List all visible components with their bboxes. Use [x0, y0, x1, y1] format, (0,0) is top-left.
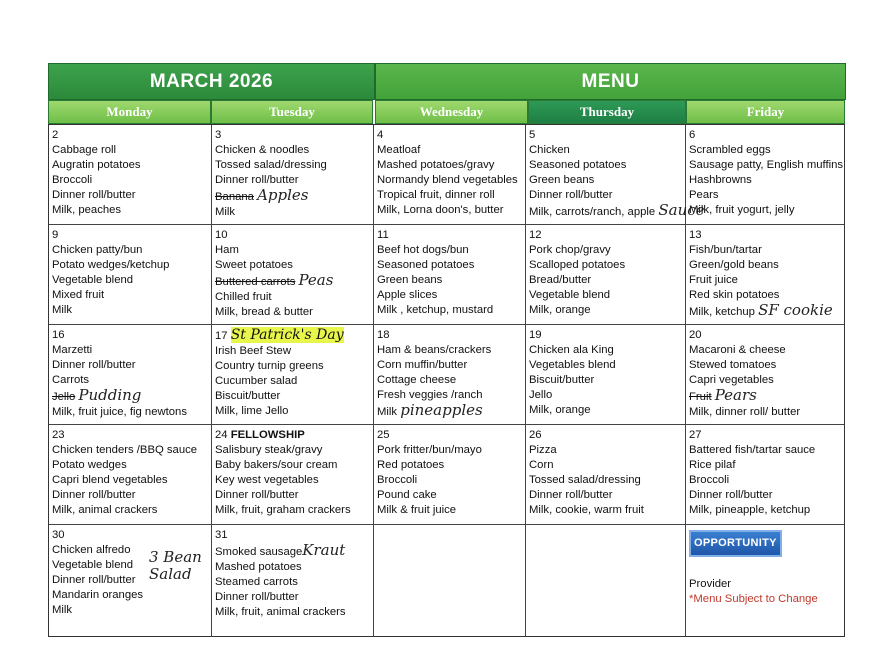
- menu-item: Pork fritter/bun/mayo: [377, 444, 482, 456]
- date-line: [377, 228, 521, 243]
- menu-item: Steamed carrots: [215, 576, 298, 588]
- date-number: 9: [52, 229, 59, 241]
- menu-item: Vegetables blend: [529, 359, 616, 371]
- date-line: [52, 228, 207, 243]
- date-line: [689, 428, 840, 443]
- menu-item: Dinner roll/butter: [52, 489, 136, 501]
- date-number: 12: [529, 229, 542, 241]
- menu-item: Milk: [52, 304, 73, 316]
- date-line: [52, 528, 207, 543]
- menu-item: Fruit juice: [689, 274, 738, 286]
- menu-item: Milk, fruit juice, fig newtons: [52, 406, 187, 418]
- menu-item: Marzetti: [52, 344, 93, 356]
- date-line: [689, 228, 840, 243]
- menu-item: Salisbury steak/gravy: [215, 444, 323, 456]
- menu-item: Capri blend vegetables: [52, 474, 168, 486]
- menu-item: Scrambled eggs: [689, 144, 771, 156]
- menu-item: Meatloaf: [377, 144, 421, 156]
- struck-item: Buttered carrots: [215, 276, 296, 288]
- day-cell: [212, 525, 374, 637]
- menu-item: Milk, peaches: [52, 204, 122, 216]
- menu-item: Apple slices: [377, 289, 438, 301]
- menu-item-text: Milk, ketchup: [689, 306, 755, 318]
- date-line: [377, 428, 521, 443]
- date-number: 11: [377, 229, 389, 241]
- date-number: 10: [215, 229, 228, 241]
- menu-item: Vegetable blend: [52, 559, 134, 571]
- menu-item: Augratin potatoes: [52, 159, 141, 171]
- date-number: 20: [689, 329, 702, 341]
- day-cell: [49, 525, 212, 637]
- day-header-wednesday: Wednesday: [375, 100, 528, 124]
- menu-item: Vegetable blend: [52, 274, 134, 286]
- menu-item-text: Milk: [377, 406, 398, 418]
- menu-item: Milk, orange: [529, 304, 591, 316]
- menu-item-text: Milk, carrots/ranch, apple: [529, 206, 656, 218]
- date-line: [52, 428, 207, 443]
- date-number: 5: [529, 129, 536, 141]
- menu-item: Green/gold beans: [689, 259, 779, 271]
- menu-item: Sweet potatoes: [215, 259, 293, 271]
- menu-item: Mixed fruit: [52, 289, 105, 301]
- menu-item: Potato wedges/ketchup: [52, 259, 170, 271]
- date-line: [689, 128, 840, 143]
- menu-item: [689, 303, 840, 320]
- menu-item: Pork chop/gravy: [529, 244, 611, 256]
- menu-item: Tossed salad/dressing: [215, 159, 327, 171]
- menu-item: Milk, bread & butter: [215, 306, 313, 318]
- menu-item: Broccoli: [377, 474, 418, 486]
- menu-item: Hashbrowns: [689, 174, 752, 186]
- day-header-monday: Monday: [48, 100, 211, 124]
- menu-item: Tossed salad/dressing: [529, 474, 641, 486]
- day-cell: [49, 425, 212, 525]
- menu-item: Dinner roll/butter: [215, 174, 299, 186]
- date-number: 18: [377, 329, 390, 341]
- menu-item: Pizza: [529, 444, 557, 456]
- menu-item: Red skin potatoes: [689, 289, 780, 301]
- day-cell: [686, 225, 844, 325]
- menu-item: Country turnip greens: [215, 360, 324, 372]
- date-number: 30: [52, 529, 65, 541]
- menu-item: Bread/butter: [529, 274, 592, 286]
- date-number: 19: [529, 329, 542, 341]
- day-cell: [49, 325, 212, 425]
- menu-item: Green beans: [377, 274, 443, 286]
- day-cell: [374, 225, 526, 325]
- menu-item: Corn: [529, 459, 554, 471]
- menu-item: Key west vegetables: [215, 474, 319, 486]
- date-line: [529, 128, 681, 143]
- menu-item: Dinner roll/butter: [689, 489, 773, 501]
- menu-item: Cucumber salad: [215, 375, 298, 387]
- day-cell: [49, 125, 212, 225]
- day-cell: [49, 225, 212, 325]
- day-cell: [686, 125, 844, 225]
- date-number: 24: [215, 429, 228, 441]
- menu-item: Dinner roll/butter: [52, 574, 136, 586]
- date-line: [215, 428, 369, 443]
- menu-item: Fish/bun/tartar: [689, 244, 762, 256]
- event-title: FELLOWSHIP: [230, 429, 305, 441]
- day-header-thursday: Thursday: [528, 100, 686, 124]
- provider-label: Provider: [689, 578, 732, 590]
- handwritten-note: Pears: [714, 386, 757, 404]
- menu-item: Stewed tomatoes: [689, 359, 777, 371]
- day-cell: [374, 125, 526, 225]
- menu-item: Milk, Lorna doon's, butter: [377, 204, 504, 216]
- menu-item: Mashed potatoes/gravy: [377, 159, 495, 171]
- menu-item: Sausage patty, English muffins: [689, 159, 844, 171]
- day-cell: [212, 125, 374, 225]
- date-number: 27: [689, 429, 702, 441]
- date-line: [529, 328, 681, 343]
- menu-item: Rice pilaf: [689, 459, 736, 471]
- menu-item: Red potatoes: [377, 459, 445, 471]
- menu-item: Carrots: [52, 374, 90, 386]
- date-line: [215, 328, 369, 344]
- menu-item: Potato wedges: [52, 459, 127, 471]
- menu-item: Dinner roll/butter: [529, 189, 613, 201]
- date-number: 6: [689, 129, 696, 141]
- menu-item: Chicken tenders /BBQ sauce: [52, 444, 198, 456]
- provider-logo: OPPORTUNITY: [689, 530, 782, 557]
- handwritten-note: Sauce: [658, 201, 705, 219]
- menu-item: Milk , ketchup, mustard: [377, 304, 494, 316]
- handwritten-note: Apples: [257, 186, 309, 204]
- day-cell: [212, 425, 374, 525]
- menu-item: Irish Beef Stew: [215, 345, 291, 357]
- date-line: [215, 228, 369, 243]
- menu-item: Biscuit/butter: [529, 374, 595, 386]
- handwritten-note: Kraut: [302, 541, 346, 559]
- date-number: 4: [377, 129, 384, 141]
- menu-item: Broccoli: [689, 474, 730, 486]
- substitution-line: [215, 273, 369, 290]
- menu-item: Macaroni & cheese: [689, 344, 786, 356]
- day-cell: [526, 225, 686, 325]
- day-cell: [212, 325, 374, 425]
- day-cell: [686, 325, 844, 425]
- menu-item: Seasoned potatoes: [529, 159, 627, 171]
- date-line: [529, 228, 681, 243]
- substitution-line: [52, 388, 207, 405]
- menu-item: Cabbage roll: [52, 144, 117, 156]
- day-cell: [526, 325, 686, 425]
- menu-item: Milk, dinner roll/ butter: [689, 406, 801, 418]
- date-number: 16: [52, 329, 65, 341]
- date-number: 3: [215, 129, 222, 141]
- day-cell: [374, 525, 526, 637]
- menu-item: Milk: [52, 604, 73, 616]
- struck-item: Fruit: [689, 391, 712, 403]
- menu-item: Milk, lime Jello: [215, 405, 289, 417]
- menu-item: Pound cake: [377, 489, 437, 501]
- menu-item: Mashed potatoes: [215, 561, 302, 573]
- menu-item: Tropical fruit, dinner roll: [377, 189, 495, 201]
- menu-item: Milk, fruit yogurt, jelly: [689, 204, 795, 216]
- handwritten-note: Peas: [298, 271, 334, 289]
- menu-item: Dinner roll/butter: [215, 489, 299, 501]
- menu-item: Milk, orange: [529, 404, 591, 416]
- menu-item: Vegetable blend: [529, 289, 611, 301]
- menu-item: Chicken: [529, 144, 570, 156]
- menu-item: Chicken patty/bun: [52, 244, 143, 256]
- menu-item: Capri vegetables: [689, 374, 774, 386]
- month-title: MARCH 2026: [48, 63, 375, 100]
- menu-item: Smoked sausageKraut: [215, 541, 346, 559]
- menu-item: Beef hot dogs/bun: [377, 244, 469, 256]
- menu-item: Fresh veggies /ranch: [377, 389, 483, 401]
- day-cell: [212, 225, 374, 325]
- date-number: 2: [52, 129, 59, 141]
- substitution-line: [689, 388, 840, 405]
- menu-item: Chicken ala King: [529, 344, 614, 356]
- date-line: [689, 328, 840, 343]
- date-line: [377, 328, 521, 343]
- day-header-tuesday: Tuesday: [211, 100, 373, 124]
- date-line: [52, 128, 207, 143]
- menu-item: Biscuit/butter: [215, 390, 281, 402]
- menu-item: Normandy blend vegetables: [377, 174, 518, 186]
- day-header-friday: Friday: [686, 100, 845, 124]
- handwritten-note: SF cookie: [758, 301, 833, 319]
- date-number: 26: [529, 429, 542, 441]
- menu-item: Seasoned potatoes: [377, 259, 475, 271]
- date-number: 31: [215, 529, 228, 541]
- menu-item: Chicken alfredo: [52, 544, 131, 556]
- menu-item: Ham & beans/crackers: [377, 344, 492, 356]
- menu-item: Mandarin oranges: [52, 589, 144, 601]
- menu-item: Corn muffin/butter: [377, 359, 468, 371]
- menu-item: Dinner roll/butter: [529, 489, 613, 501]
- handwritten-note: pineapples: [400, 401, 483, 419]
- date-number: 17: [215, 330, 228, 342]
- menu-item: Broccoli: [52, 174, 93, 186]
- day-cell: [374, 425, 526, 525]
- menu-item: [377, 403, 521, 420]
- menu-item: [529, 201, 705, 220]
- date-number: 13: [689, 229, 702, 241]
- date-number: 23: [52, 429, 65, 441]
- date-line: [215, 528, 369, 543]
- substitution-line: [215, 188, 369, 205]
- handwritten-note: Pudding: [78, 386, 142, 404]
- menu-item: Ham: [215, 244, 239, 256]
- day-cell: [374, 325, 526, 425]
- date-line: [52, 328, 207, 343]
- menu-item: Jello: [529, 389, 553, 401]
- handwritten-note: 3 Bean Salad: [149, 548, 202, 583]
- day-cell: [526, 425, 686, 525]
- calendar-grid: [48, 124, 845, 637]
- menu-item: Milk, animal crackers: [52, 504, 158, 516]
- menu-item: Milk: [215, 206, 236, 218]
- date-line: [377, 128, 521, 143]
- menu-item: Scalloped potatoes: [529, 259, 626, 271]
- menu-item: Baby bakers/sour cream: [215, 459, 338, 471]
- menu-item: Pears: [689, 189, 719, 201]
- struck-item: Jello: [52, 391, 76, 403]
- menu-title: MENU: [375, 63, 846, 100]
- menu-item: Milk, fruit, animal crackers: [215, 606, 346, 618]
- menu-note: *Menu Subject to Change: [689, 593, 818, 605]
- menu-item: Chilled fruit: [215, 291, 272, 303]
- date-number: 25: [377, 429, 390, 441]
- menu-item: Chicken & noodles: [215, 144, 310, 156]
- date-line: [215, 128, 369, 143]
- menu-calendar: [45, 63, 847, 639]
- day-cell: [686, 425, 844, 525]
- menu-item: Dinner roll/butter: [52, 189, 136, 201]
- date-line: [529, 428, 681, 443]
- menu-item: Milk, pineapple, ketchup: [689, 504, 811, 516]
- menu-item: Milk, cookie, warm fruit: [529, 504, 644, 516]
- menu-item: Milk & fruit juice: [377, 504, 457, 516]
- menu-item: Milk, fruit, graham crackers: [215, 504, 351, 516]
- day-cell: [686, 525, 844, 637]
- menu-item: Dinner roll/butter: [52, 359, 136, 371]
- holiday-label: St Patrick's Day: [230, 327, 344, 343]
- menu-item: Battered fish/tartar sauce: [689, 444, 816, 456]
- menu-item: Dinner roll/butter: [215, 591, 299, 603]
- day-cell: [526, 525, 686, 637]
- struck-item: Banana: [215, 191, 254, 203]
- menu-item: Green beans: [529, 174, 595, 186]
- menu-item: Cottage cheese: [377, 374, 457, 386]
